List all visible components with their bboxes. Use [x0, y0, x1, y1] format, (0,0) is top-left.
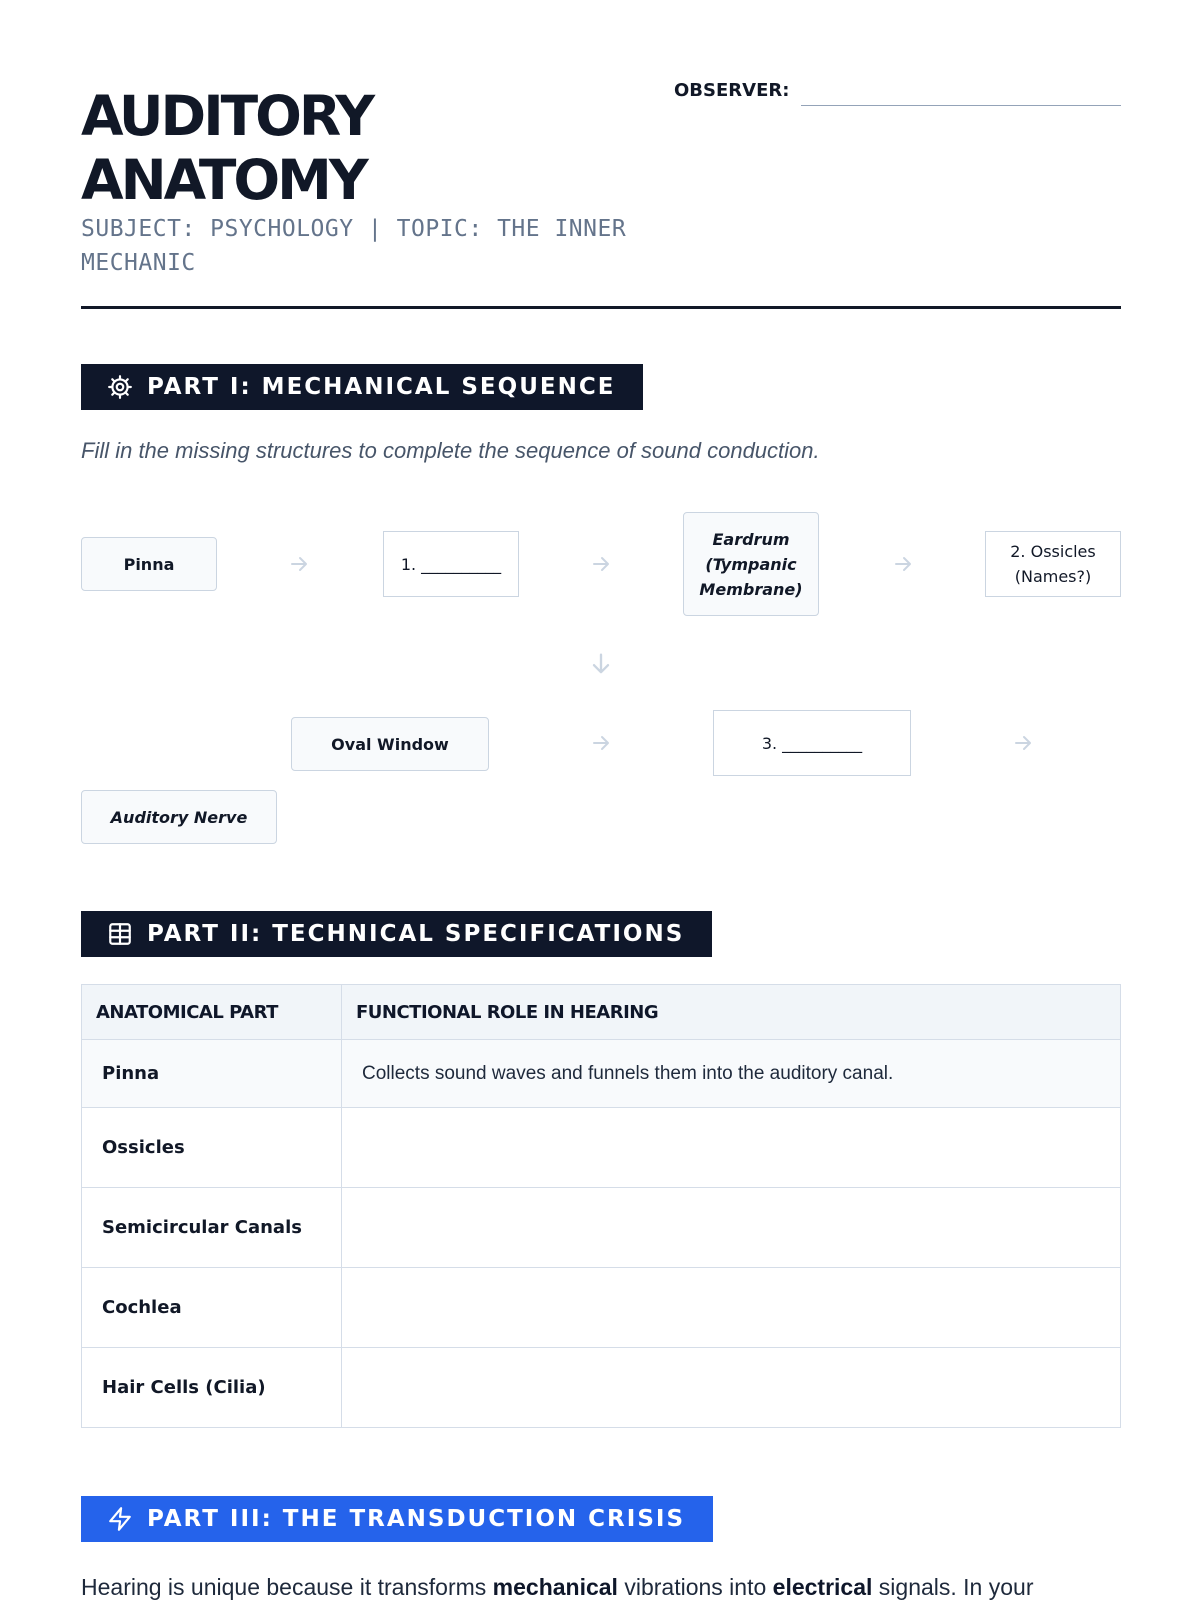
column-header-part: ANATOMICAL PART: [82, 985, 342, 1040]
observer-label: OBSERVER:: [674, 80, 790, 101]
column-header-role: FUNCTIONAL ROLE IN HEARING: [342, 985, 1121, 1040]
para-text: signals. In your: [872, 1574, 1034, 1600]
arrow-right-icon: [589, 731, 613, 755]
part-1-title: PART I: MECHANICAL SEQUENCE: [147, 374, 616, 400]
flow-node-pinna: Pinna: [81, 537, 217, 591]
table-row: [82, 1040, 1121, 1108]
row-role-input-cell[interactable]: [342, 1188, 1121, 1268]
part-2-banner: [81, 911, 712, 957]
arrow-right-icon: [1011, 731, 1035, 755]
part-3-paragraph: [81, 1570, 1141, 1604]
gear-icon: [107, 374, 133, 400]
arrow-right-icon: [287, 552, 311, 576]
header-divider: [81, 306, 1121, 309]
row-part-cell: Semicircular Canals: [82, 1188, 342, 1268]
flow-node-eardrum: Eardrum (Tympanic Membrane): [683, 512, 819, 616]
flow-node-blank-3[interactable]: 3. __________: [713, 710, 911, 776]
table-header-row: [82, 985, 1121, 1040]
worksheet-title: [81, 84, 372, 212]
para-bold-electrical: electrical: [772, 1574, 873, 1600]
part-2-title: PART II: TECHNICAL SPECIFICATIONS: [147, 921, 685, 947]
para-bold-mechanical: mechanical: [492, 1574, 618, 1600]
table-row: [82, 1108, 1121, 1188]
arrow-right-icon: [589, 552, 613, 576]
part-1-instruction: Fill in the missing structures to complete the sequence of sound conduction.: [81, 438, 820, 463]
table-icon: [107, 921, 133, 947]
subject-topic-line: SUBJECT: PSYCHOLOGY | TOPIC: THE INNER MECHANIC: [81, 216, 627, 276]
part-3-title: PART III: THE TRANSDUCTION CRISIS: [147, 1506, 686, 1532]
arrow-right-icon: [891, 552, 915, 576]
specifications-table: [81, 984, 1121, 1428]
table-row: [82, 1188, 1121, 1268]
flow-node-oval-window: Oval Window: [291, 717, 489, 771]
flow-node-blank-2-ossicles[interactable]: 2. Ossicles (Names?): [985, 531, 1121, 597]
row-part-cell: Pinna: [82, 1040, 342, 1108]
row-part-cell: Hair Cells (Cilia): [82, 1348, 342, 1428]
observer-input-line[interactable]: [801, 105, 1121, 106]
arrow-down-icon: [587, 650, 615, 678]
row-role-input-cell[interactable]: [342, 1348, 1121, 1428]
table-row: [82, 1348, 1121, 1428]
flow-node-auditory-nerve: Auditory Nerve: [81, 790, 277, 844]
para-text: Hearing is unique because it transforms: [81, 1574, 493, 1600]
part-1-banner: [81, 364, 643, 410]
row-part-cell: Cochlea: [82, 1268, 342, 1348]
flow-node-blank-1[interactable]: 1. __________: [383, 531, 519, 597]
title-line-1: AUDITORY: [81, 84, 373, 148]
row-role-input-cell[interactable]: [342, 1268, 1121, 1348]
para-text: vibrations into: [617, 1574, 773, 1600]
row-part-cell: Ossicles: [82, 1108, 342, 1188]
row-role-cell: Collects sound waves and funnels them into the auditory canal.: [342, 1040, 1121, 1108]
lightning-icon: [107, 1506, 133, 1532]
title-line-2: ANATOMY: [81, 148, 366, 212]
row-role-input-cell[interactable]: [342, 1108, 1121, 1188]
table-row: [82, 1268, 1121, 1348]
part-3-banner: [81, 1496, 713, 1542]
